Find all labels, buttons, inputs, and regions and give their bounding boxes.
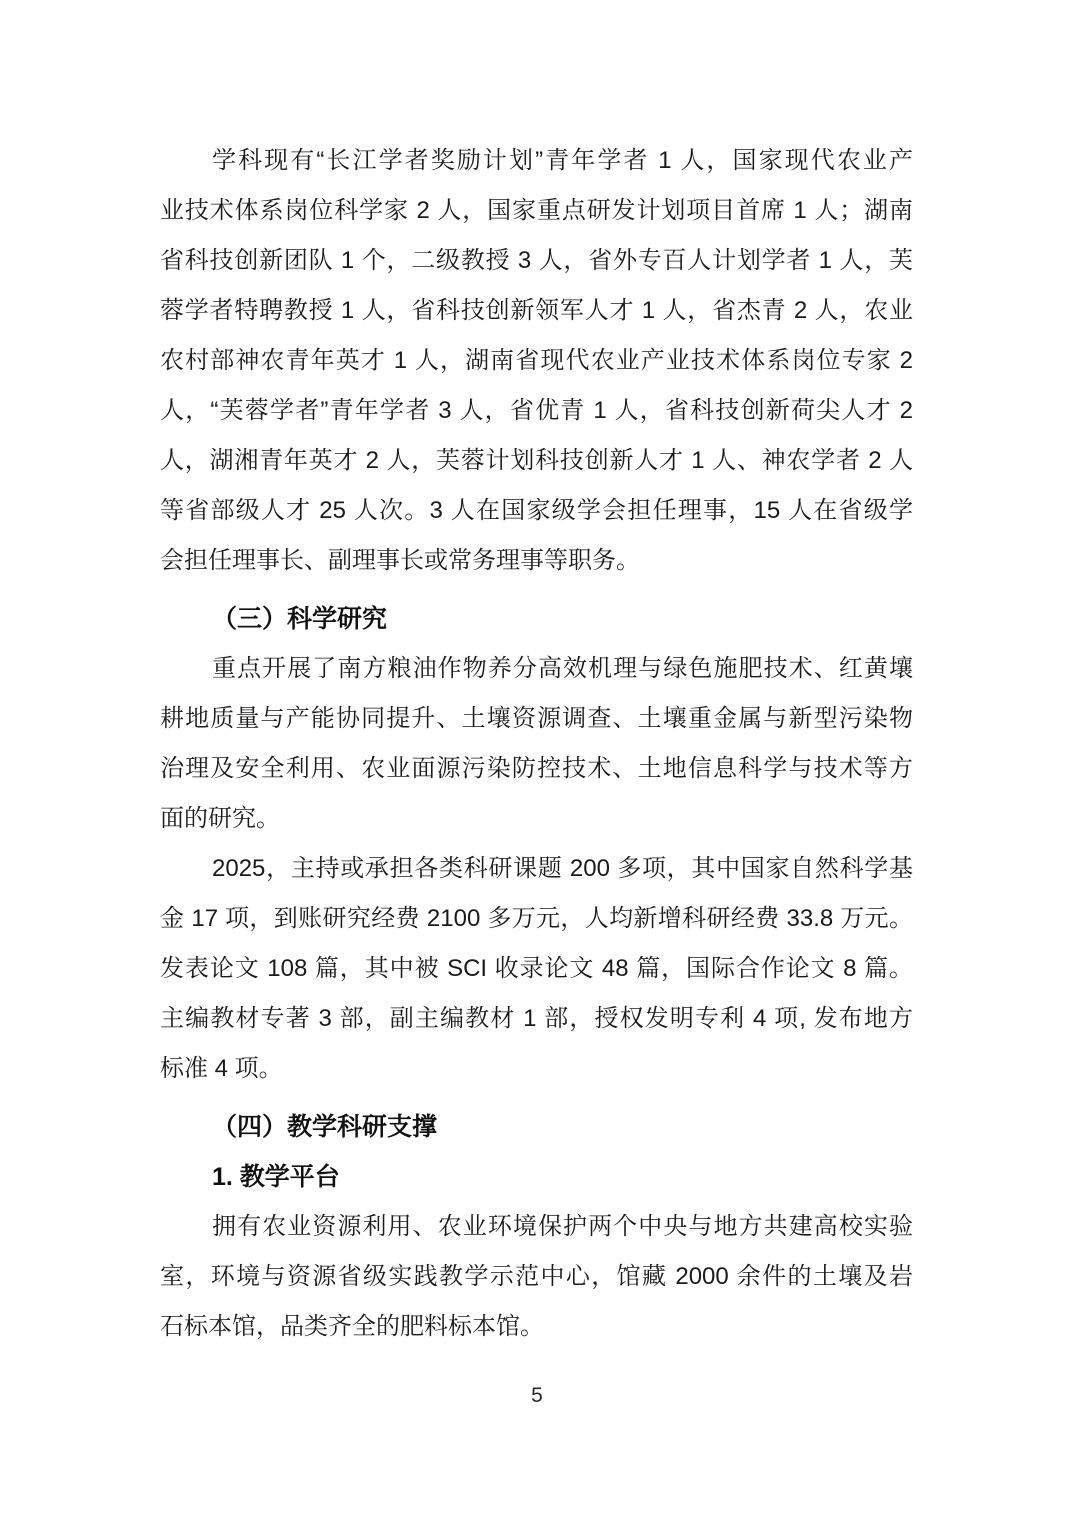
text-line: 业技术体系岗位科学家 2 人，国家重点研发计划项目首席 1 人；湖南 bbox=[160, 197, 913, 224]
para-research-focus bbox=[160, 644, 913, 844]
text-line: 耕地质量与产能协同提升、土壤资源调查、土壤重金属与新型污染物 bbox=[160, 705, 913, 732]
para-teaching-platform-details bbox=[160, 1202, 913, 1352]
subheading-teaching-platform: 1. 教学平台 bbox=[212, 1163, 340, 1191]
text-line: 重点开展了南方粮油作物养分高效机理与绿色施肥技术、红黄壤 bbox=[212, 655, 913, 682]
text-line: 等省部级人才 25 人次。3 人在国家级学会担任理事，15 人在省级学 bbox=[160, 497, 913, 524]
para-talent-overview bbox=[160, 136, 913, 586]
text-line: 人，湖湘青年英才 2 人，芙蓉计划科技创新人才 1 人、神农学者 2 人 bbox=[160, 447, 913, 474]
text-line: 拥有农业资源利用、农业环境保护两个中央与地方共建高校实验 bbox=[212, 1213, 913, 1240]
text-line: 2025，主持或承担各类科研课题 200 多项，其中国家自然科学基 bbox=[212, 855, 913, 882]
text-line: 标准 4 项。 bbox=[160, 1055, 283, 1082]
text-line: 农村部神农青年英才 1 人，湖南省现代农业产业技术体系岗位专家 2 bbox=[160, 347, 913, 374]
text-line: 金 17 项，到账研究经费 2100 多万元，人均新增科研经费 33.8 万元。 bbox=[160, 905, 913, 932]
text-line: 蓉学者特聘教授 1 人，省科技创新领军人才 1 人，省杰青 2 人，农业 bbox=[160, 297, 913, 324]
text-line: 石标本馆，品类齐全的肥料标本馆。 bbox=[160, 1313, 544, 1340]
page-number: 5 bbox=[531, 1384, 543, 1407]
text-line: 会担任理事长、副理事长或常务理事等职务。 bbox=[160, 547, 640, 574]
text-line: 学科现有“长江学者奖励计划”青年学者 1 人，国家现代农业产 bbox=[212, 147, 913, 174]
text-line: 面的研究。 bbox=[160, 805, 280, 832]
text-line: 主编教材专著 3 部，副主编教材 1 部，授权发明专利 4 项, 发布地方 bbox=[160, 1005, 913, 1032]
text-line: 室，环境与资源省级实践教学示范中心，馆藏 2000 余件的土壤及岩 bbox=[160, 1263, 913, 1290]
text-line: 省科技创新团队 1 个，二级教授 3 人，省外专百人计划学者 1 人，芙 bbox=[160, 247, 913, 274]
text-line: 人，“芙蓉学者”青年学者 3 人，省优青 1 人，省科技创新荷尖人才 2 bbox=[160, 397, 913, 424]
text-line: 治理及安全利用、农业面源污染防控技术、土地信息科学与技术等方 bbox=[160, 755, 913, 782]
document-body bbox=[160, 136, 913, 1352]
para-research-achievements bbox=[160, 844, 913, 1094]
heading-section-four-teaching-research-support: （四）教学科研支撑 bbox=[212, 1113, 438, 1141]
heading-section-three-scientific-research: （三）科学研究 bbox=[212, 605, 388, 633]
text-line: 发表论文 108 篇，其中被 SCI 收录论文 48 篇，国际合作论文 8 篇。 bbox=[160, 955, 913, 982]
